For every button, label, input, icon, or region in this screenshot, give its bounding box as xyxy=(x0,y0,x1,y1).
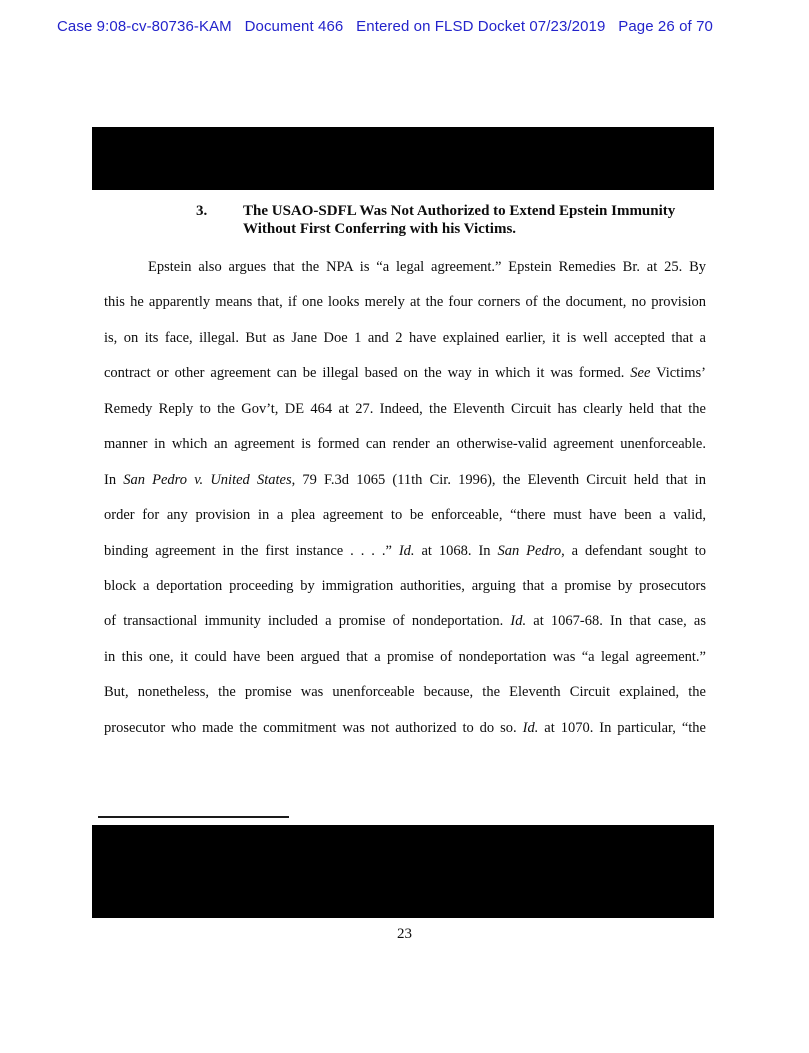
body-paragraph xyxy=(104,250,706,746)
body-text-line: is, on its face, illegal. But as Jane Doe 1 and 2 have explained earlier, it is well accepted that a xyxy=(104,329,706,346)
body-text-line: of transactional immunity included a promise of nondeportation. Id. at 1067-68. In that case, as xyxy=(104,613,706,630)
footnote-separator xyxy=(98,816,289,818)
body-text-line: binding agreement in the first instance . . . .” Id. at 1068. In San Pedro, a defendant sought to xyxy=(104,542,706,559)
body-text-line: Remedy Reply to the Gov’t, DE 464 at 27. Indeed, the Eleventh Circuit has clearly held that the xyxy=(104,400,706,417)
docket-header: Case 9:08-cv-80736-KAM Document 466 Entered on FLSD Docket 07/23/2019 Page 26 of 70 xyxy=(57,18,713,35)
body-text-line: manner in which an agreement is formed can render an otherwise-valid agreement unenforceable. xyxy=(104,436,706,453)
body-text-line: prosecutor who made the commitment was not authorized to do so. Id. at 1070. In particular, “the xyxy=(104,719,706,736)
body-text-line: this he apparently means that, if one looks merely at the four corners of the document, no provision xyxy=(104,294,706,311)
redaction-bar-bottom xyxy=(92,825,714,918)
section-heading-text xyxy=(243,203,703,238)
body-text-line: contract or other agreement can be illegal based on the way in which it was formed. See Victims’ xyxy=(104,365,706,382)
body-text-line: in this one, it could have been argued that a promise of nondeportation was “a legal agreement.” xyxy=(104,648,706,665)
body-text-line: order for any provision in a plea agreement to be enforceable, “there must have been a valid, xyxy=(104,507,706,524)
body-text-line: But, nonetheless, the promise was unenforceable because, the Eleventh Circuit explained, the xyxy=(104,684,706,701)
body-text-line: In San Pedro v. United States, 79 F.3d 1065 (11th Cir. 1996), the Eleventh Circuit held that in xyxy=(104,471,706,488)
redaction-bar-top xyxy=(92,127,714,190)
section-heading-line-2: Without First Conferring with his Victims. xyxy=(243,220,517,237)
body-text-line: Epstein also argues that the NPA is “a legal agreement.” Epstein Remedies Br. at 25. By xyxy=(148,259,706,275)
body-text-line: block a deportation proceeding by immigration authorities, arguing that a promise by prosecutors xyxy=(104,577,706,594)
section-heading-number: 3. xyxy=(196,203,208,219)
page-number: 23 xyxy=(397,926,412,942)
section-heading-line-1: The USAO-SDFL Was Not Authorized to Extend Epstein Immunity xyxy=(243,203,676,219)
